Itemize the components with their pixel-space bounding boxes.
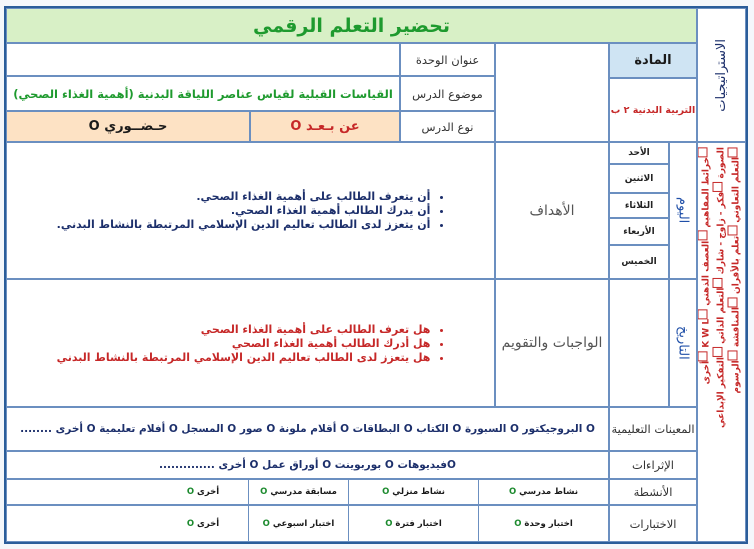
- lesson-value: القياسات القبلية لقياس عناصر اللياقة البدنية (أهمية الغذاء الصحي): [6, 76, 400, 111]
- strategy-item: خرائط المفاهيم: [701, 157, 712, 228]
- strategy-item: الرسوم: [731, 360, 742, 394]
- strategy-checkbox[interactable]: [698, 309, 708, 319]
- strategy-item: التعلم الذاتي: [716, 287, 727, 344]
- unit-label: عنوان الوحدة: [400, 43, 495, 76]
- day-monday[interactable]: الاثنين: [609, 164, 669, 193]
- test-option-label: اختبار فترة: [395, 518, 442, 529]
- lesson-plan-sheet: [4, 6, 748, 544]
- test-option-label: اختبار اسبوعي: [272, 518, 335, 529]
- strategy-checkbox[interactable]: [698, 351, 708, 361]
- test-circle: O: [385, 518, 393, 529]
- activities-row: [6, 479, 609, 505]
- strategy-checkbox[interactable]: [728, 350, 738, 360]
- strategy-checkbox[interactable]: [713, 347, 723, 357]
- strategy-item: التفكير الإبداعي: [716, 356, 727, 428]
- homework-content: [6, 279, 495, 407]
- objective-item: • أن يتعرف الطالب على أهمية الغذاء الصحي.: [57, 190, 431, 203]
- date-label: التاريخ: [675, 326, 691, 360]
- subject-value: التربية البدنية ٢ ب: [609, 78, 697, 142]
- strategies-list: [697, 142, 746, 542]
- date-value[interactable]: [609, 279, 669, 407]
- presence-option[interactable]: [6, 111, 250, 142]
- test-circle: O: [262, 518, 270, 529]
- day-label: اليوم: [675, 197, 691, 224]
- lesson-label: موضوع الدرس: [400, 76, 495, 111]
- lesson-type-label: نوع الدرس: [400, 111, 495, 142]
- resources-options[interactable]: O البروجيكتور O السبورة O الكتاب O البطاقات O أقلام ملونة O صور O المسجل O أفلام تعليمية O أخرى ........: [6, 407, 609, 451]
- strategies-column-1: [728, 147, 742, 393]
- strategy-item: العصف الذهني: [701, 240, 712, 306]
- strategy-checkbox[interactable]: [728, 297, 738, 307]
- strategies-heading: الاستراتيجيات: [714, 38, 729, 112]
- strategies-column-3: [698, 147, 712, 384]
- test-circle: O: [186, 518, 195, 529]
- tests-label: الاختبارات: [609, 505, 697, 542]
- strategy-checkbox[interactable]: [728, 226, 738, 236]
- strategy-item: أخرى: [701, 360, 712, 385]
- homework-label: الواجبات والتقويم: [495, 279, 609, 407]
- strategy-item: فكر - زاوج - شارك: [716, 191, 727, 275]
- test-option[interactable]: [248, 506, 348, 541]
- test-option-label: اختبار وحدة: [524, 518, 573, 529]
- activity-option-label: مسابقة مدرسي: [270, 487, 337, 497]
- test-option[interactable]: [158, 506, 248, 541]
- remote-circle: O: [290, 119, 302, 134]
- activity-circle: O: [186, 487, 195, 497]
- homework-item: • هل تعرف الطالب على أهمية الغذاء الصحي: [57, 323, 431, 336]
- activity-option[interactable]: [348, 480, 478, 504]
- strategy-item: تعلم بالأقران: [731, 235, 742, 294]
- objective-item: • أن يدرك الطالب أهمية الغذاء الصحي.: [57, 204, 431, 217]
- strategy-item: K W L: [701, 318, 712, 348]
- objectives-content: [6, 142, 495, 279]
- strategy-checkbox[interactable]: [713, 278, 723, 288]
- strategies-heading-cell: [697, 8, 746, 142]
- activities-label: الأنشطة: [609, 479, 697, 505]
- strategy-checkbox[interactable]: [713, 182, 723, 192]
- enrichment-label: الإثراءات: [609, 451, 697, 479]
- activity-option-label: أخرى: [197, 487, 220, 497]
- strategy-checkbox[interactable]: [728, 147, 738, 157]
- blank-cell: [495, 43, 609, 142]
- test-circle: O: [514, 518, 522, 529]
- day-thursday[interactable]: الخميس: [609, 245, 669, 279]
- resources-label: المعينات التعليمية: [609, 407, 697, 451]
- strategies-column-2: [713, 147, 727, 428]
- remote-option[interactable]: [250, 111, 400, 142]
- activity-circle: O: [508, 487, 517, 497]
- presence-label: حـضــوري: [104, 119, 168, 134]
- presence-circle: O: [88, 119, 100, 134]
- day-wednesday[interactable]: الأربعاء: [609, 218, 669, 245]
- subject-label: المادة: [609, 43, 697, 78]
- homework-item: • هل أدرك الطالب أهمية الغذاء الصحي: [57, 337, 431, 350]
- homework-item: • هل يتعزز لدى الطالب تعاليم الدين الإسلامي المرتبطة بالنشاط البدني: [57, 351, 431, 364]
- objective-item: • أن يتعزز لدى الطالب تعاليم الدين الإسلامي المرتبطة بالنشاط البدني.: [57, 218, 431, 231]
- remote-label: عن بـعـد: [305, 119, 360, 134]
- page-title: تحضير التعلم الرقمي: [6, 8, 697, 43]
- activity-option[interactable]: [248, 480, 348, 504]
- day-tuesday[interactable]: الثلاثاء: [609, 193, 669, 218]
- strategy-item: الصورة: [716, 147, 727, 179]
- date-label-cell: [669, 279, 697, 407]
- unit-value[interactable]: [6, 43, 400, 76]
- strategy-item: المناقشة: [731, 307, 742, 348]
- day-sunday[interactable]: الأحد: [609, 142, 669, 164]
- activity-option[interactable]: [158, 480, 248, 504]
- objectives-label: الأهداف: [495, 142, 609, 279]
- test-option[interactable]: [478, 506, 608, 541]
- test-option[interactable]: [348, 506, 478, 541]
- day-label-cell: [669, 142, 697, 279]
- tests-row: [6, 505, 609, 542]
- strategy-item: التعلم التعاوني: [731, 157, 742, 223]
- strategy-checkbox[interactable]: [698, 147, 708, 157]
- activity-circle: O: [260, 487, 268, 497]
- enrichment-options[interactable]: Oفيديوهات O بوربوينت O أوراق عمل O أخرى ..............: [6, 451, 609, 479]
- activity-option-label: نشاط مدرسي: [519, 487, 579, 497]
- activity-circle: O: [382, 487, 390, 497]
- activity-option-label: نشاط منزلي: [392, 487, 445, 497]
- activity-option[interactable]: [478, 480, 608, 504]
- strategy-checkbox[interactable]: [698, 231, 708, 241]
- test-option-label: أخرى: [197, 518, 220, 529]
